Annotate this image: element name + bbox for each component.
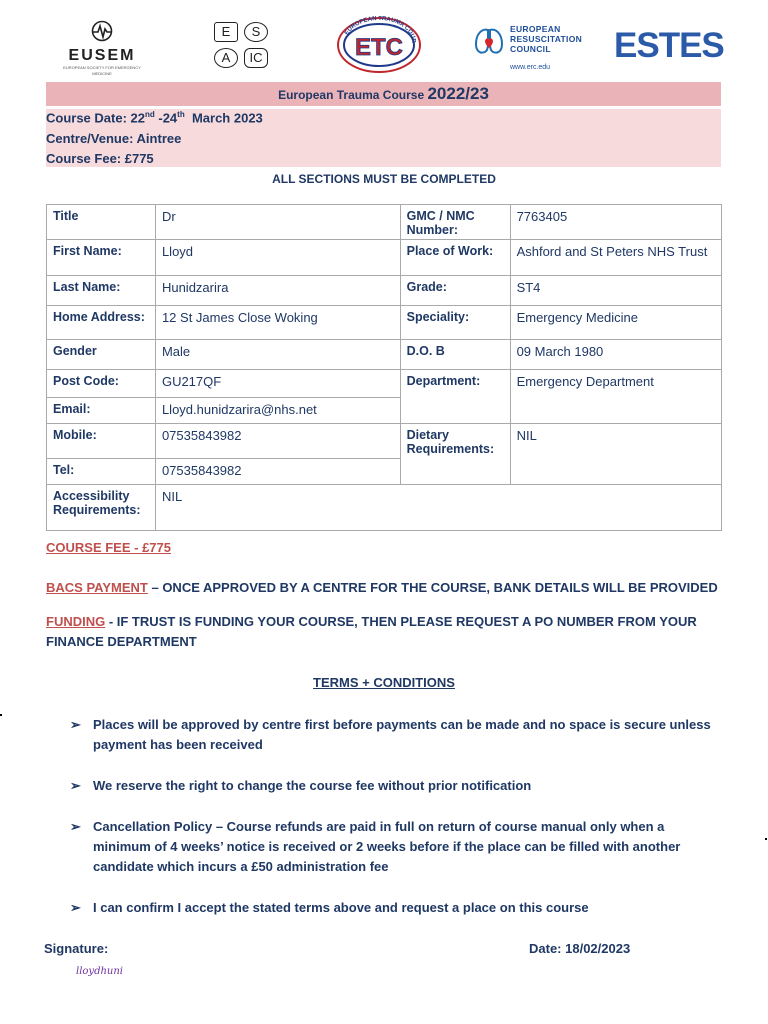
all-sections-notice: ALL SECTIONS MUST BE COMPLETED <box>272 172 496 186</box>
course-venue: Centre/Venue: Aintree <box>46 131 182 146</box>
heartbeat-icon <box>89 20 115 42</box>
mobile-label: Mobile: <box>47 424 156 459</box>
funding-line <box>46 612 722 652</box>
title-value: Dr <box>155 205 400 240</box>
accessibility-value: NIL <box>155 484 721 530</box>
accessibility-label: Accessibility Requirements: <box>47 484 156 530</box>
table-row <box>47 340 722 370</box>
esaic-logo <box>212 22 272 72</box>
place-of-work-value: Ashford and St Peters NHS Trust <box>510 240 721 276</box>
eusem-subtitle: EUROPEAN SOCIETY FOR EMERGENCY MEDICINE <box>63 65 141 76</box>
terms-item-text: We reserve the right to change the course fee without prior notification <box>93 778 532 793</box>
dietary-label: Dietary Requirements: <box>400 424 510 459</box>
terms-item <box>70 898 720 918</box>
last-name-value: Hunidzarira <box>155 276 400 306</box>
last-name-label: Last Name: <box>47 276 156 306</box>
scan-speck <box>0 714 2 716</box>
table-row <box>47 370 722 398</box>
place-of-work-label: Place of Work: <box>400 240 510 276</box>
department-value-cont <box>510 398 721 424</box>
terms-heading: TERMS + CONDITIONS <box>313 675 455 690</box>
title-label: Title <box>47 205 156 240</box>
lungs-heart-icon <box>472 24 506 58</box>
course-title: European Trauma Course <box>278 88 428 102</box>
bacs-text: – ONCE APPROVED BY A CENTRE FOR THE COURSE, BANK DETAILS WILL BE PROVIDED <box>147 580 718 595</box>
terms-item-text: Cancellation Policy – Course refunds are paid in full on return of course manual only when a minimum of 4 weeks’ notice is received or 2 weeks before if the place can be filled with another candidate which incurs a £50 administration fee <box>93 819 681 874</box>
etc-logo <box>336 16 422 74</box>
handwritten-signature: lloydhuni <box>76 966 123 977</box>
erc-line3: COUNCIL <box>510 44 551 54</box>
department-label-cont <box>400 398 510 424</box>
gmc-label: GMC / NMC Number: <box>400 205 510 240</box>
postcode-label: Post Code: <box>47 370 156 398</box>
esaic-s: S <box>244 22 268 42</box>
table-row <box>47 205 722 240</box>
dob-label: D.O. B <box>400 340 510 370</box>
tel-label: Tel: <box>47 458 156 484</box>
table-row <box>47 458 722 484</box>
speciality-label: Speciality: <box>400 306 510 340</box>
postcode-value: GU217QF <box>155 370 400 398</box>
scan-speck <box>765 838 767 840</box>
course-date-sup2: th <box>177 110 185 119</box>
course-title-bar <box>46 82 721 106</box>
estes-logo: ESTES <box>614 26 724 65</box>
etc-ring-text: EUROPEAN TRAUMA COUR <box>344 16 417 44</box>
dietary-value-cont <box>510 458 721 484</box>
bacs-payment-line <box>46 578 722 598</box>
table-row <box>47 276 722 306</box>
logo-strip <box>0 14 768 78</box>
arrow-bullet-icon: ➢ <box>70 900 81 915</box>
funding-text: - IF TRUST IS FUNDING YOUR COURSE, THEN PLEASE REQUEST A PO NUMBER FROM YOUR FINANCE DEPARTMENT <box>46 614 697 649</box>
course-fee-line <box>46 538 722 558</box>
terms-item <box>70 715 720 755</box>
registration-table <box>46 204 722 531</box>
home-address-value: 12 St James Close Woking <box>155 306 400 340</box>
arrow-bullet-icon: ➢ <box>70 819 81 834</box>
course-date <box>46 110 263 125</box>
mobile-value: 07535843982 <box>155 424 400 459</box>
gender-value: Male <box>155 340 400 370</box>
course-date-mid: -24 <box>154 110 178 126</box>
terms-item <box>70 817 720 877</box>
department-value: Emergency Department <box>510 370 721 398</box>
table-row <box>47 484 722 530</box>
esaic-e: E <box>214 22 238 42</box>
table-row <box>47 306 722 340</box>
arrow-bullet-icon: ➢ <box>70 778 81 793</box>
course-fee: Course Fee: £775 <box>46 151 154 166</box>
dietary-value: NIL <box>510 424 721 459</box>
speciality-value: Emergency Medicine <box>510 306 721 340</box>
dietary-label-cont <box>400 458 510 484</box>
grade-label: Grade: <box>400 276 510 306</box>
arrow-bullet-icon: ➢ <box>70 717 81 732</box>
etc-text: ETC <box>355 34 403 61</box>
signature-date: Date: 18/02/2023 <box>529 941 631 956</box>
signature-label: Signature: <box>44 941 109 956</box>
erc-line1: EUROPEAN <box>510 24 561 34</box>
table-row <box>47 240 722 276</box>
course-date-label: Course Date: 22 <box>46 110 145 126</box>
grade-value: ST4 <box>510 276 721 306</box>
department-label: Department: <box>400 370 510 398</box>
first-name-label: First Name: <box>47 240 156 276</box>
course-info-box <box>46 109 721 167</box>
course-year: 2022/23 <box>427 84 489 103</box>
home-address-label: Home Address: <box>47 306 156 340</box>
terms-item-text: I can confirm I accept the stated terms above and request a place on this course <box>93 900 589 915</box>
gender-label: Gender <box>47 340 156 370</box>
erc-line2: RESUSCITATION <box>510 34 583 44</box>
erc-logo <box>472 22 592 72</box>
terms-item-text: Places will be approved by centre first before payments can be made and no space is secure unless payment has been received <box>93 717 711 752</box>
funding-label: FUNDING <box>46 614 106 629</box>
eusem-logo <box>62 20 142 76</box>
eusem-name: EUSEM <box>68 47 136 64</box>
course-fee-text: COURSE FEE - £775 <box>46 540 171 555</box>
course-date-end: March 2023 <box>184 110 263 126</box>
table-row <box>47 424 722 459</box>
first-name-value: Lloyd <box>155 240 400 276</box>
terms-item <box>70 776 720 796</box>
email-label: Email: <box>47 398 156 424</box>
erc-name <box>510 24 582 54</box>
table-row <box>47 398 722 424</box>
esaic-ic: IC <box>244 48 268 68</box>
email-value: Lloyd.hunidzarira@nhs.net <box>155 398 400 424</box>
bacs-label: BACS PAYMENT <box>46 580 148 595</box>
tel-value: 07535843982 <box>155 458 400 484</box>
esaic-a: A <box>214 48 238 68</box>
course-date-sup1: nd <box>144 110 155 119</box>
erc-url: www.erc.edu <box>510 64 551 71</box>
gmc-value: 7763405 <box>510 205 721 240</box>
dob-value: 09 March 1980 <box>510 340 721 370</box>
